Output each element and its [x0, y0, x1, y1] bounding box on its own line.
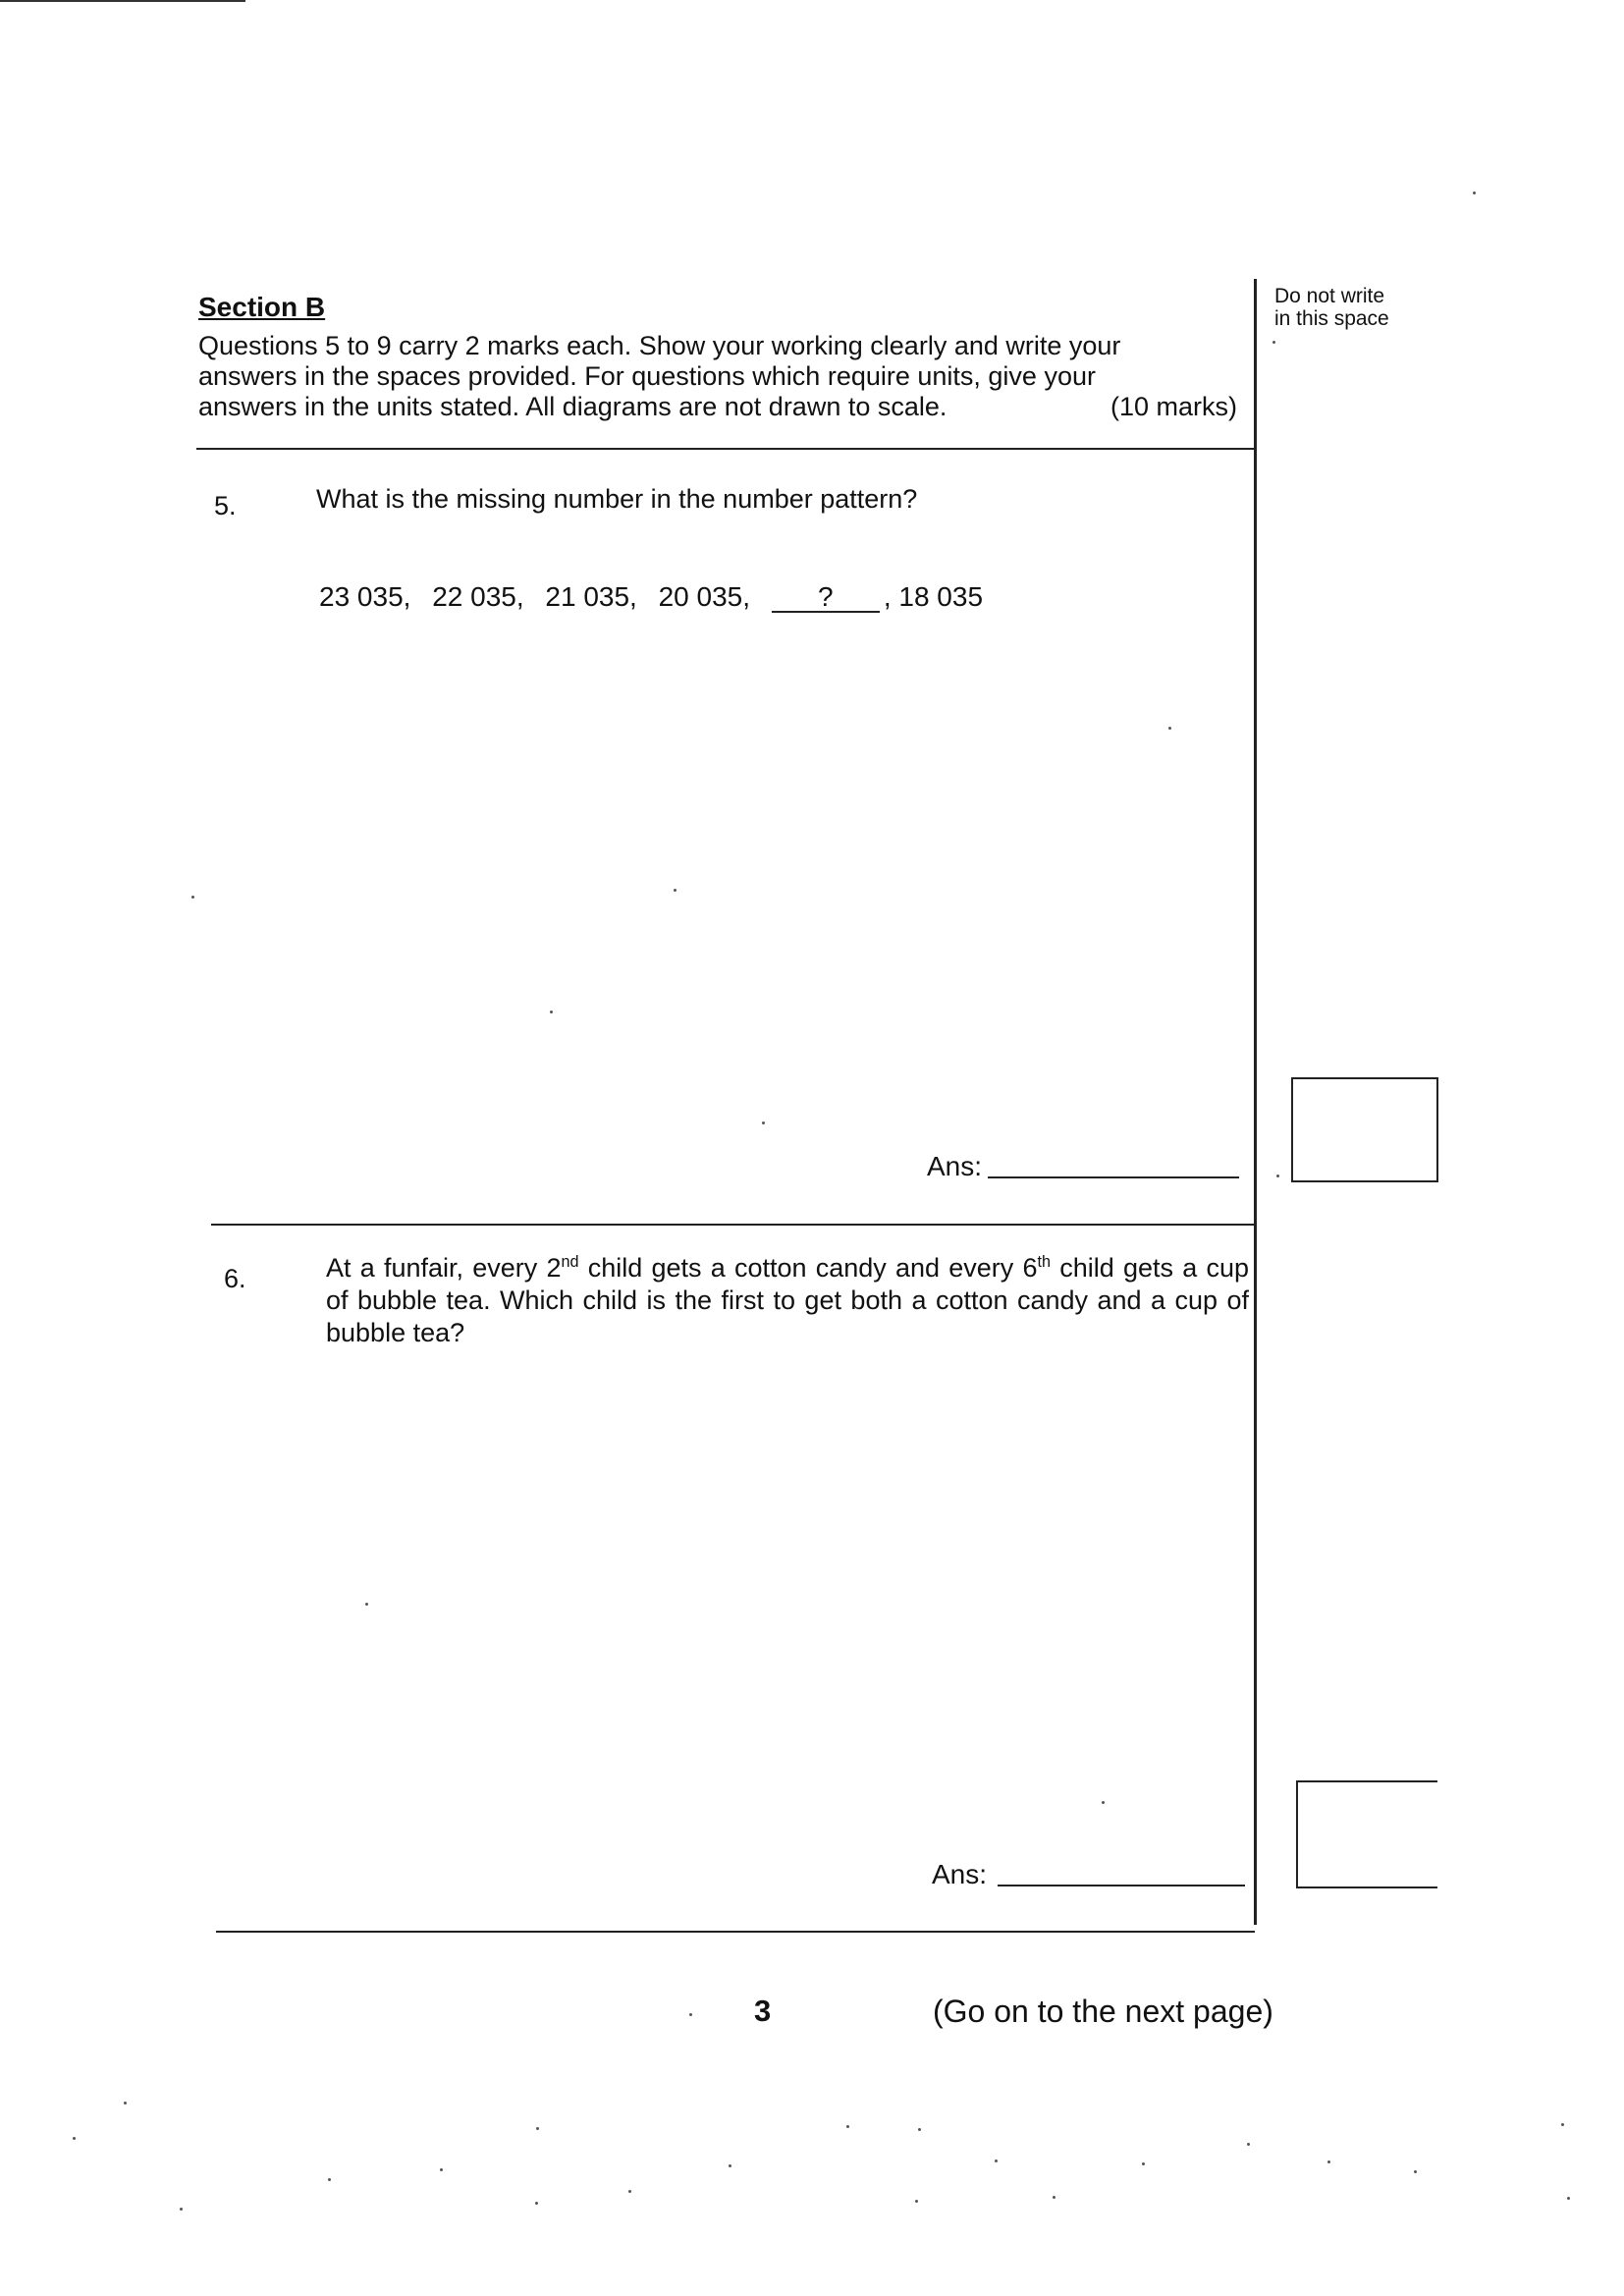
- pattern-term: 23 035,: [319, 581, 411, 612]
- margin-label: [1274, 285, 1389, 330]
- scan-speck: [674, 889, 677, 892]
- scan-speck: [1142, 2162, 1145, 2165]
- scan-speck: [918, 2128, 921, 2131]
- scan-speck: [535, 2202, 538, 2205]
- scan-speck: [1567, 2197, 1570, 2200]
- go-on-next-page: (Go on to the next page): [933, 1994, 1273, 2029]
- margin-label-line-2: in this space: [1274, 307, 1389, 330]
- scan-speck: [689, 2013, 692, 2016]
- scan-speck: [1414, 2170, 1417, 2173]
- scan-speck: [191, 896, 194, 899]
- question-6-answer-label: Ans:: [932, 1859, 988, 1889]
- question-6-answer-line[interactable]: [998, 1883, 1245, 1886]
- scan-speck: [365, 1603, 368, 1606]
- question-5-text: What is the missing number in the number pattern?: [316, 484, 918, 514]
- section-instructions: [198, 331, 1237, 422]
- scan-speck: [1276, 1175, 1279, 1177]
- question-6-mark-box: [1296, 1780, 1437, 1888]
- scan-speck: [762, 1121, 765, 1124]
- scan-speck: [1327, 2160, 1330, 2163]
- scan-speck: [1272, 341, 1275, 344]
- scan-edge-mark: [0, 0, 245, 2]
- question-6-text-part: child gets a cup of bubble tea. Which child is the first to get both a cotton candy and a cup of bubble tea?: [326, 1253, 1249, 1347]
- missing-number-blank: ?: [772, 583, 880, 613]
- question-5-rule: [211, 1224, 1257, 1226]
- instructions-line-2: answers in the spaces provided. For questions which require units, give your: [198, 361, 1096, 391]
- question-6-number: 6.: [224, 1264, 246, 1293]
- pattern-last-term: , 18 035: [883, 581, 984, 612]
- scan-speck: [550, 1011, 553, 1013]
- question-6-text-part: At a funfair, every 2: [326, 1253, 562, 1283]
- scan-speck: [915, 2200, 918, 2203]
- question-5-number: 5.: [214, 491, 237, 520]
- scan-speck: [1473, 191, 1476, 194]
- scan-speck: [1168, 727, 1171, 730]
- question-5-answer-line[interactable]: [988, 1175, 1239, 1178]
- pattern-term: 22 035,: [432, 581, 524, 612]
- scan-speck: [124, 2102, 127, 2105]
- question-6-text: [326, 1252, 1249, 1349]
- scan-speck: [180, 2208, 183, 2211]
- pattern-term: 21 035,: [545, 581, 637, 612]
- scan-speck: [729, 2164, 731, 2167]
- instructions-line-3: answers in the units stated. All diagrams are not drawn to scale.: [198, 392, 947, 421]
- scan-speck: [328, 2178, 331, 2181]
- pattern-term: 20 035,: [658, 581, 751, 612]
- number-pattern: [319, 581, 983, 613]
- question-6-text-part: child gets a cotton candy and every 6: [578, 1253, 1038, 1283]
- scan-speck: [1561, 2123, 1564, 2126]
- question-5-mark-box: [1291, 1077, 1438, 1182]
- scan-speck: [1102, 1801, 1105, 1804]
- scan-speck: [536, 2127, 539, 2130]
- scan-speck: [440, 2168, 443, 2171]
- instructions-line-3-row: [198, 392, 1237, 422]
- page-number: 3: [754, 1994, 772, 2028]
- scan-speck: [73, 2137, 76, 2140]
- instructions-line-1: Questions 5 to 9 carry 2 marks each. Show your working clearly and write your: [198, 331, 1121, 360]
- question-6-rule: [216, 1931, 1255, 1933]
- question-5-answer-label: Ans:: [927, 1151, 983, 1181]
- margin-label-line-1: Do not write: [1274, 285, 1385, 307]
- section-title: Section B: [198, 292, 326, 322]
- scan-speck: [846, 2125, 849, 2128]
- section-marks: (10 marks): [1110, 392, 1237, 421]
- ordinal-suffix: th: [1037, 1253, 1052, 1271]
- section-header-rule: [196, 448, 1256, 450]
- scan-speck: [1053, 2196, 1056, 2199]
- margin-divider-line: [1254, 279, 1257, 1925]
- ordinal-suffix: nd: [561, 1253, 579, 1271]
- scan-speck: [628, 2190, 631, 2193]
- scan-speck: [1247, 2143, 1250, 2146]
- scan-speck: [995, 2159, 998, 2162]
